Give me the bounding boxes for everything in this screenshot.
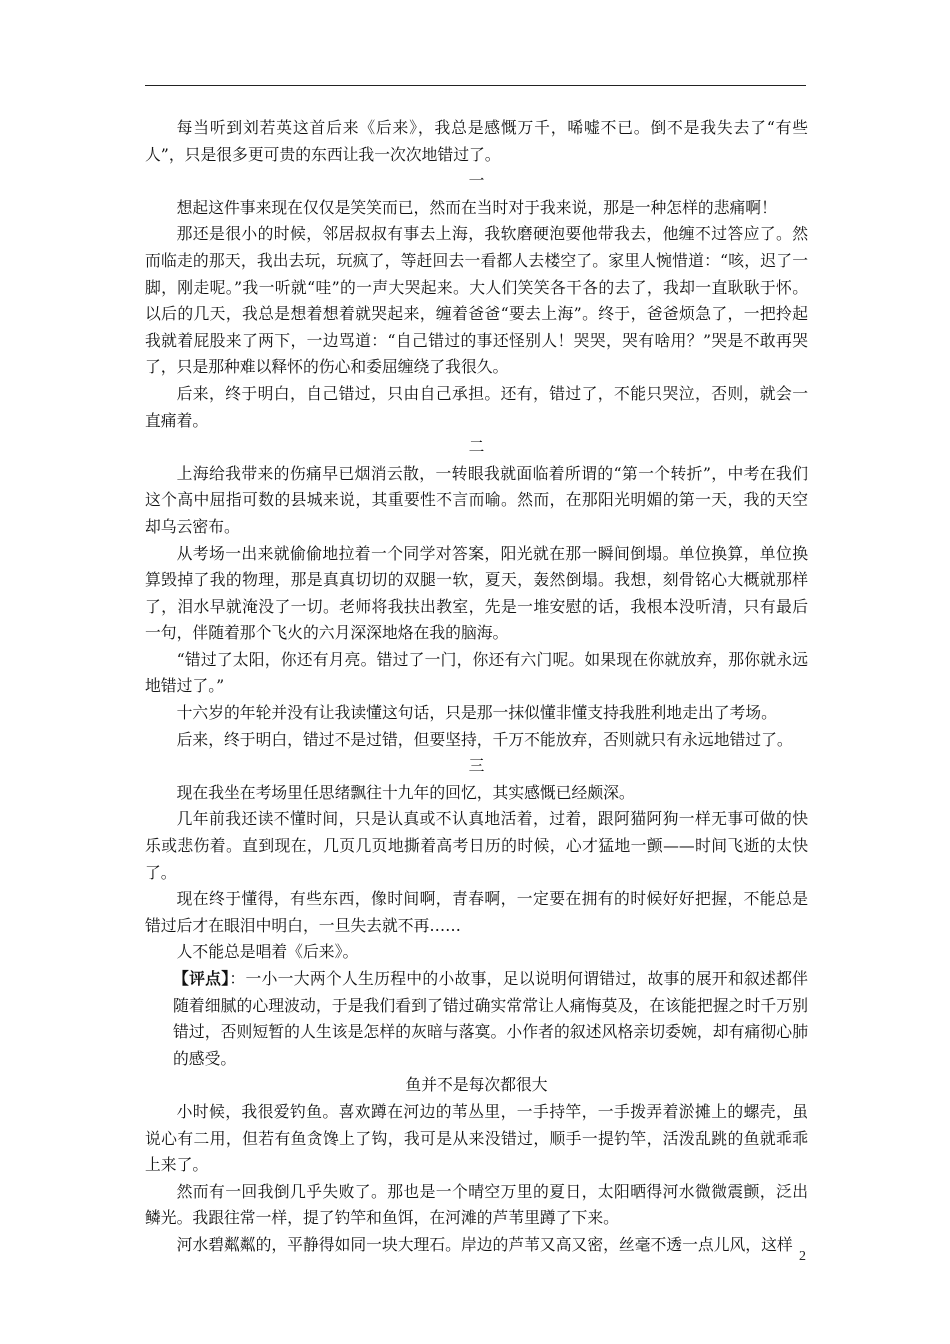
section-heading-2: 二: [468, 437, 485, 457]
section-2-paragraph: 从考场一出来就偷偷地拉着一个同学对答案，阳光就在那一瞬间倒塌。单位换算，单位换算毁掉了我的物理，那是真真切切的双腿一软，夏天，轰然倒塌。我想，刻骨铭心大概就那样了，泪水早就淹没了一切。老师将我扶出教室，先是一堆安慰的话，我根本没听清，只有最后一句，伴随着那个飞火的六月深深地烙在我的脑海。: [145, 543, 808, 643]
section-heading-3: 三: [468, 756, 485, 776]
commentary-tag: 【评点】: [173, 969, 230, 988]
section-2-paragraph: 上海给我带来的伤痛早已烟消云散，一转眼我就面临着所谓的“第一个转折”，中考在我们这个高中屈指可数的县城来说，其重要性不言而喻。然而，在那阳光明媚的第一天，我的天空却乌云密布。: [145, 463, 808, 536]
page-number: 2: [799, 1249, 806, 1264]
section-2-paragraph: 十六岁的年轮并没有让我读懂这句话，只是那一抹似懂非懂支持我胜利地走出了考场。: [176, 703, 777, 723]
header-rule: [145, 85, 806, 86]
section-1-paragraph: 后来，终于明白，自己错过，只由自己承担。还有，错过了，不能只哭泣，否则，就会一直痛着。: [145, 383, 808, 430]
document-body: [145, 115, 808, 1259]
story-title: 鱼并不是每次都很大: [405, 1075, 548, 1095]
section-3-paragraph: 现在我坐在考场里任思绪飘往十九年的回忆，其实感慨已经颇深。: [176, 782, 635, 802]
intro-paragraph: 每当听到刘若英这首后来《后来》，我总是感慨万千，唏嘘不已。倒不是我失去了“有些人”，只是很多更可贵的东西让我一次次地错过了。: [145, 118, 808, 164]
section-heading-1: 一: [468, 171, 485, 191]
section-3-paragraph: 人不能总是唱着《后来》。: [176, 942, 359, 962]
commentary-text: ：一小一大两个人生历程中的小故事，足以说明何谓错过，故事的展开和叙述都伴随着细腻的心理波动，于是我们看到了错过确实常常让人痛悔莫及，在该能把握之时千万别错过，否则短暂的人生该是怎样的灰暗与落寞。小作者的叙述风格亲切委婉，却有痛彻心肺的感受。: [173, 969, 808, 1068]
section-1-paragraph: 想起这件事来现在仅仅是笑笑而已，然而在当时对于我来说，那是一种怎样的悲痛啊！: [176, 197, 777, 217]
section-1-paragraph: 那还是很小的时候，邻居叔叔有事去上海，我软磨硬泡要他带我去，他缠不过答应了。然而临走的那天，我出去玩，玩疯了，等赶回去一看都人去楼空了。家里人惋惜道：“咳，迟了一脚，刚走呢。”我一听就“哇”的一声大哭起来。大人们笑笑各干各的去了，我却一直耿耿于怀。以后的几天，我总是想着想着就哭起来，缠着爸爸“要去上海”。终于，爸爸烦急了，一把拎起我就着屁股来了两下，一边骂道：“自己错过的事还怪别人！哭哭，哭有啥用？”哭是不敢再哭了，只是那种难以释怀的伤心和委屈缠绕了我很久。: [145, 224, 808, 377]
commentary-paragraph: [145, 966, 808, 1072]
story-2-paragraph: 然而有一回我倒几乎失败了。那也是一个晴空万里的夏日，太阳晒得河水微微震颤，泛出鳞光。我跟往常一样，提了钓竿和鱼饵，在河滩的芦苇里蹲了下来。: [145, 1181, 808, 1228]
story-2-paragraph: 小时候，我很爱钓鱼。喜欢蹲在河边的苇丛里，一手持竿，一手拨弄着淤摊上的螺壳，虽说心有二用，但若有鱼贪馋上了钩，我可是从来没错过，顺手一提钓竿，活泼乱跳的鱼就乖乖上来了。: [145, 1101, 808, 1175]
section-3-paragraph: 几年前我还读不懂时间，只是认真或不认真地活着，过着，跟阿猫阿狗一样无事可做的快乐或悲伤着。直到现在，几页几页地撕着高考日历的时候，心才猛地一颤——时间飞逝的太快了。: [145, 809, 808, 882]
section-3-paragraph: 现在终于懂得，有些东西，像时间啊，青春啊，一定要在拥有的时候好好把握，不能总是错过后才在眼泪中明白，一旦失去就不再……: [145, 889, 808, 935]
section-2-paragraph: “错过了太阳，你还有月亮。错过了一门，你还有六门呢。如果现在你就放弃，那你就永远地错过了。”: [145, 649, 808, 696]
section-2-paragraph: 后来，终于明白，错过不是过错，但要坚持，千万不能放弃，否则就只有永远地错过了。: [176, 729, 793, 749]
story-2-paragraph: 河水碧粼粼的，平静得如同一块大理石。岸边的芦苇又高又密，丝毫不透一点儿风，这样: [176, 1234, 793, 1254]
